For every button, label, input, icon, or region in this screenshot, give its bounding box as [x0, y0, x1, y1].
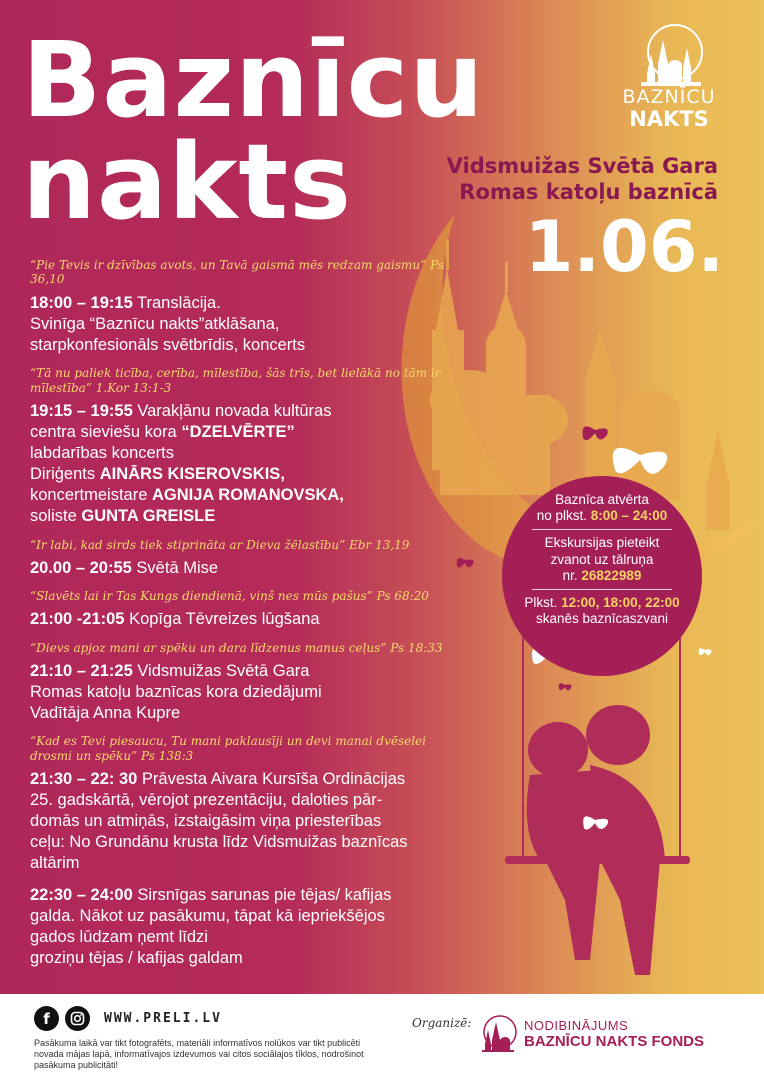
- church-line1: Vidsmuižas Svētā Gara: [446, 154, 718, 178]
- program-text: Vidsmuižas Svētā Gara: [132, 661, 310, 680]
- program-item-4: [30, 609, 470, 630]
- program: [30, 258, 470, 979]
- program-line: gados lūdzam ņemt līdzi: [30, 927, 208, 946]
- program-time: 21:10 – 21:25: [30, 661, 133, 680]
- program-line: domās un atmiņās, izstaigāsim viņa priesterības: [30, 812, 382, 831]
- program-line: galda. Nākot uz pasākumu, tāpat kā iepriekšējos: [30, 906, 385, 925]
- quote-2: “Tā nu paliek ticība, cerība, mīlestība, šās trīs, bet lielākā no tām ir mīlestība” 1.Kor 13:1-3: [30, 366, 441, 395]
- program-text: Sirsnīgas sarunas pie tējas/ kafijas: [132, 885, 392, 904]
- organizer: [478, 1014, 704, 1054]
- divider: [532, 529, 672, 530]
- soloist-name: GUNTA GREISLE: [81, 507, 216, 526]
- open-prefix: no plkst.: [536, 508, 591, 524]
- logo-line1: BAZNĪCU: [622, 86, 716, 108]
- church-name: [447, 154, 718, 205]
- quote-3: “Ir labi, kad sirds tiek stiprināta ar Dieva žēlastību” Ebr 13,19: [30, 537, 410, 552]
- bells-time: [502, 595, 702, 611]
- program-line: Svinīga “Baznīcu nakts”atklāšana,: [30, 314, 280, 333]
- program-text: Translācija.: [132, 293, 221, 312]
- program-text: Svētā Mise: [131, 558, 219, 577]
- open-label: Baznīca atvērta: [555, 492, 649, 507]
- phone-number: 26822989: [581, 567, 642, 583]
- program-line: groziņu tējas / kafijas galdam: [30, 948, 243, 967]
- open-hours: [502, 508, 702, 524]
- tour-line2: zvanot uz tālruņa: [550, 551, 654, 567]
- program-text: Prāvesta Aivara Kursīša Ordinācijas: [137, 770, 406, 789]
- fund-logo-icon: [478, 1014, 518, 1054]
- fund-line1: NODIBINĀJUMS: [524, 1018, 629, 1033]
- program-item-3: [30, 558, 470, 579]
- program-line: 25. gadskārtā, vērojot prezentāciju, daloties pār-: [30, 791, 383, 810]
- program-text: Varakļānu novada kultūras: [132, 401, 332, 420]
- disclaimer: Pasākuma laikā var tikt fotografēts, materiāli informatīvos nolūkos var tikt publicēti novada mājas lapā, informatīvajos izdevumos vai citos sociālajos tīklos, nodrošinot pasākuma publicitāti!: [34, 1038, 364, 1070]
- quote-5: “Dievs apjoz mani ar spēku un dara līdzenus manus ceļus” Ps 18:33: [30, 640, 443, 655]
- program-line: centra sieviešu kora: [30, 423, 182, 441]
- quote-1: “Pie Tevis ir dzīvības avots, un Tavā gaismā mēs redzam gaismu” Ps 36,10: [30, 258, 445, 287]
- program-line: labdarības koncerts: [30, 444, 174, 463]
- instagram-icon[interactable]: [65, 1006, 90, 1031]
- social-links: [34, 1006, 222, 1031]
- program-time: 21:30 – 22: 30: [30, 770, 138, 789]
- program-line: soliste: [30, 507, 82, 526]
- program-item-7: [30, 885, 470, 969]
- program-line: ceļu: No Grundānu krusta līdz Vidsmuižas baznīcas: [30, 833, 408, 852]
- program-item-5: [30, 661, 470, 724]
- open-time: 8:00 – 24:00: [590, 508, 668, 524]
- children-swing-icon: [505, 705, 690, 975]
- title-line2: nakts: [22, 121, 352, 243]
- program-time: 18:00 – 19:15: [30, 293, 133, 312]
- bells-hours: 12:00, 18:00, 22:00: [561, 594, 680, 610]
- logo: [614, 24, 724, 130]
- program-line: altārim: [30, 854, 80, 873]
- footer: [0, 994, 764, 1080]
- info-circle: [502, 476, 702, 676]
- quote-6: “Kad es Tevi piesaucu, Tu mani paklausīji un devi manai dvēselei drosmi un spēku” Ps 138:3: [30, 734, 426, 763]
- program-time: 19:15 – 19:55: [30, 401, 133, 420]
- title-line1: Baznīcu: [22, 19, 485, 141]
- program-item-6: [30, 769, 470, 875]
- program-time: 21:00 -21:05: [30, 610, 125, 629]
- tour-phone: [502, 568, 702, 584]
- fund-line2: BAZNĪCU NAKTS FONDS: [524, 1033, 704, 1050]
- facebook-icon[interactable]: f: [34, 1006, 59, 1031]
- bells-text: skanēs baznīcaszvani: [535, 611, 669, 627]
- event-date: 1.06.: [524, 206, 724, 288]
- divider: [532, 589, 672, 590]
- program-time: 22:30 – 24:00: [30, 885, 133, 904]
- program-line: Vadītāja Anna Kupre: [30, 704, 181, 723]
- church-logo-icon: [629, 24, 709, 88]
- fund-name: [524, 1018, 704, 1050]
- program-line: koncertmeistare: [30, 486, 152, 505]
- program-line: Romas katoļu baznīcas kora dziedājumi: [30, 683, 322, 702]
- program-time: 20.00 – 20:55: [30, 558, 132, 577]
- website-link[interactable]: WWW.PRELI.LV: [104, 1011, 222, 1026]
- organizer-label: Organizē:: [412, 1016, 472, 1030]
- program-line: Diriģents: [30, 465, 100, 484]
- program-line: starpkonfesionāls svētbrīdis, koncerts: [30, 336, 306, 354]
- tour-line1: Ekskursijas pieteikt: [544, 535, 660, 551]
- accompanist-name: AGNIJA ROMANOVSKA,: [151, 486, 344, 505]
- logo-line2: NAKTS: [629, 106, 709, 131]
- conductor-name: AINĀRS KISEROVSKIS,: [99, 465, 285, 484]
- program-item-1: [30, 293, 470, 356]
- church-line2: Romas katoļu baznīcā: [459, 179, 718, 204]
- phone-prefix: nr.: [562, 567, 582, 583]
- choir-name: “DZELVĒRTE”: [181, 423, 295, 441]
- program-text: Kopīga Tēvreizes lūgšana: [124, 610, 320, 629]
- program-item-2: [30, 401, 470, 528]
- quote-4: “Slavēts lai ir Tas Kungs diendienā, viņš nes mūs pašus” Ps 68:20: [30, 589, 429, 604]
- bells-prefix: Plkst.: [524, 594, 562, 610]
